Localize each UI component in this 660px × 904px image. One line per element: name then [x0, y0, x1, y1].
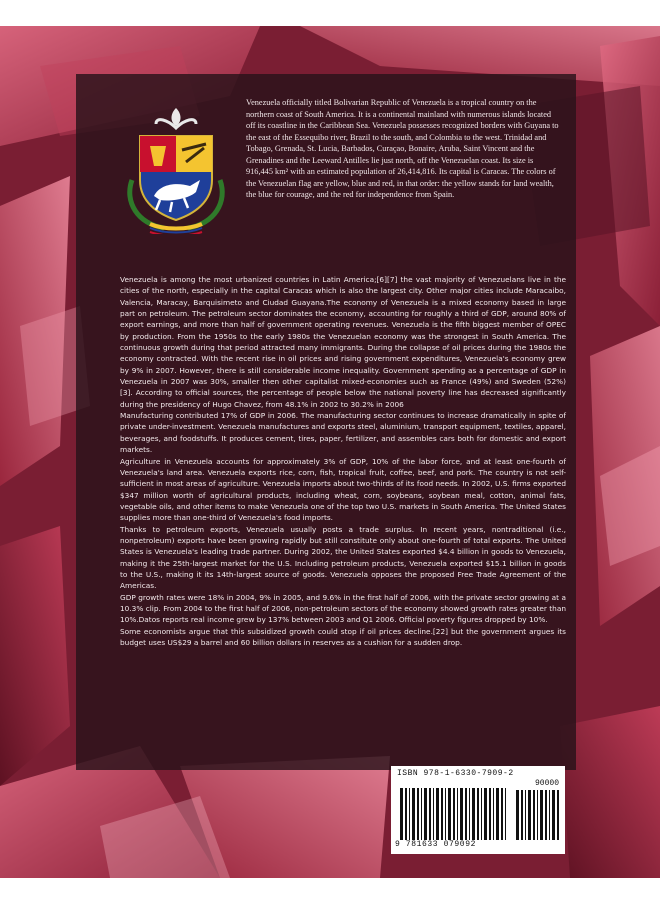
barcode-bar: [552, 790, 555, 840]
barcode-bar: [400, 788, 403, 840]
barcode-bar: [457, 788, 458, 840]
body-paragraph: Manufacturing contributed 17% of GDP in 2006. The manufacturing sector continues to increase dramatically in spite of private under-investment. Venezuela manufactures and exports steel, aluminium, transport equipment, textiles, apparel, beverages, and foodstuffs. It produces cement, tires, paper, fertilizer, and assembles cars both for domestic and export markets.: [120, 411, 566, 455]
addon-barcode-bars: [515, 790, 559, 840]
barcode-bar: [545, 790, 547, 840]
barcode-bar: [405, 788, 407, 840]
barcode-bar: [493, 788, 494, 840]
barcode-bar: [501, 788, 503, 840]
body-paragraph: Some economists argue that this subsidized growth could stop if oil prices decline.[22] but the government argues its budget uses US$29 a barrel and 60 billion dollars in reserves as a cushion for a sudden drop.: [120, 626, 566, 647]
text-panel: [76, 74, 576, 770]
barcode-bar: [549, 790, 550, 840]
barcode-bar: [429, 788, 431, 840]
barcode-bar: [421, 788, 422, 840]
barcode-bar: [460, 788, 463, 840]
intro-paragraph: Venezuela officially titled Bolivarian Republic of Venezuela is a tropical country on the northern coast of South America. It is a continental mainland with numerous islands located off its coastline in the Caribbean Sea. Venezuela possesses recognized borders with Guyana to the east of the Essequibo river, Brazil to the south, and Colombia to the west. Trinidad and Tobago, Grenada, St. Lucia, Barbados, Curaçao, Bonaire, Aruba, Saint Vincent and the Grenadines and the Leeward Antilles lie just north, off the Venezuelan coast. Its size is 916,445 km² with an estimated population of 26,414,816. Its capital is Caracas. The colors of the Venezuelan flag are yellow, blue and red, in that order: the yellow stands for land wealth, the blue for courage, and the red for independence from Spain.: [246, 98, 559, 200]
barcode-bar: [469, 788, 470, 840]
barcode-bar: [525, 790, 526, 840]
barcode-bar: [409, 788, 410, 840]
barcode-bar: [436, 788, 439, 840]
barcode-bar: [489, 788, 491, 840]
barcode-bar: [484, 788, 487, 840]
barcode-bar: [448, 788, 451, 840]
barcode-bar: [412, 788, 415, 840]
barcode-bar: [533, 790, 535, 840]
barcode-bar: [496, 788, 499, 840]
barcode-bar: [477, 788, 479, 840]
ean-digits-label: 9 781633 079092: [395, 840, 477, 849]
barcode-bar: [417, 788, 419, 840]
barcode-bar: [516, 790, 519, 840]
barcode-bar: [481, 788, 482, 840]
isbn-barcode: [391, 766, 565, 854]
isbn-label: ISBN 978-1-6330-7909-2: [397, 769, 514, 778]
barcode-bar: [441, 788, 443, 840]
barcode-bar: [472, 788, 475, 840]
barcode-bar: [465, 788, 467, 840]
body-text: [120, 274, 566, 648]
body-paragraph: Venezuela is among the most urbanized countries in Latin America;[6][7] the vast majority of Venezuelans live in the cities of the north, especially in the capital Caracas which is also the largest city. Other major cities include Maracaibo, Valencia, Maracay, Barquisimeto and Ciudad Guayana.The economy of Venezuela is a mixed economy based in large part on petroleum. The petroleum sector dominates the economy, accounting for roughly a third of GDP, around 80% of export earnings, and more than half of government operating revenues. Venezuela is the fifth biggest member of OPEC by production. From the 1950s to the early 1980s the Venezuelan economy was the strongest in South America. The continuous growth during that period attracted many immigrants. During the collapse of oil prices during the 1980s the economy contracted. With the recent rise in oil prices and rising government expenditures, Venezuela's economy grew by 9% in 2007. However, there is still considerable income inequality. Government spending as a percentage of GDP in Venezuela in 2007 was 30%, smaller then other capitalist mixed-economies such as France (49%) and Sweden (52%) [3]. According to official sources, the percentage of people below the national poverty line has decreased significantly during the presidency of Hugo Chavez, from 48.1% in 2002 to 30.2% in 2006: [120, 275, 566, 409]
barcode-bar: [424, 788, 427, 840]
barcode-bar: [453, 788, 455, 840]
barcode-bar: [433, 788, 434, 840]
barcode-bar: [528, 790, 531, 840]
book-back-cover: [0, 26, 660, 878]
barcode-bars: [399, 788, 507, 840]
body-paragraph: GDP growth rates were 18% in 2004, 9% in 2005, and 9.6% in the first half of 2006, with the private sector growing at a 10.3% clip. From 2004 to the first half of 2006, non-petroleum sectors of the economy showed growth rates greater than 10%.Datos reports real income grew by 137% between 2003 and Q1 2006. Official poverty figures dropped by 10%.: [120, 592, 566, 625]
barcode-bar: [540, 790, 543, 840]
coat-of-arms-icon: [120, 102, 232, 234]
price-code-label: 90000: [534, 779, 559, 788]
barcode-bar: [557, 790, 559, 840]
barcode-bar: [445, 788, 446, 840]
barcode-bar: [505, 788, 506, 840]
barcode-bar: [521, 790, 523, 840]
body-paragraph: Agriculture in Venezuela accounts for approximately 3% of GDP, 10% of the labor force, and at least one-fourth of Venezuela's land area. Venezuela exports rice, corn, fish, tropical fruit, coffee, beef, and pork. The country is not self-sufficient in most areas of agriculture. Venezuela imports about two-thirds of its food needs. In 2002, U.S. firms exported $347 million worth of agricultural products, including wheat, corn, soybeans, soybean meal, cotton, animal fats, vegetable oils, and other items to make Venezuela one of the top two U.S. markets in South America. The United States supplies more than one-third of Venezuela's food imports.: [120, 456, 566, 523]
body-paragraph: Thanks to petroleum exports, Venezuela usually posts a trade surplus. In recent years, nontraditional (i.e., nonpetroleum) exports have been growing rapidly but still constitute only about one-fourth of total exports. The United States is Venezuela's leading trade partner. During 2002, the United States exported $4.4 billion in goods to Venezuela, making it the 25th-largest market for the U.S. Including petroleum products, Venezuela exported $15.1 billion in goods to the U.S., making it its 14th-largest source of goods. Venezuela opposes the proposed Free Trade Agreement of the Americas.: [120, 524, 566, 591]
barcode-bar: [537, 790, 538, 840]
